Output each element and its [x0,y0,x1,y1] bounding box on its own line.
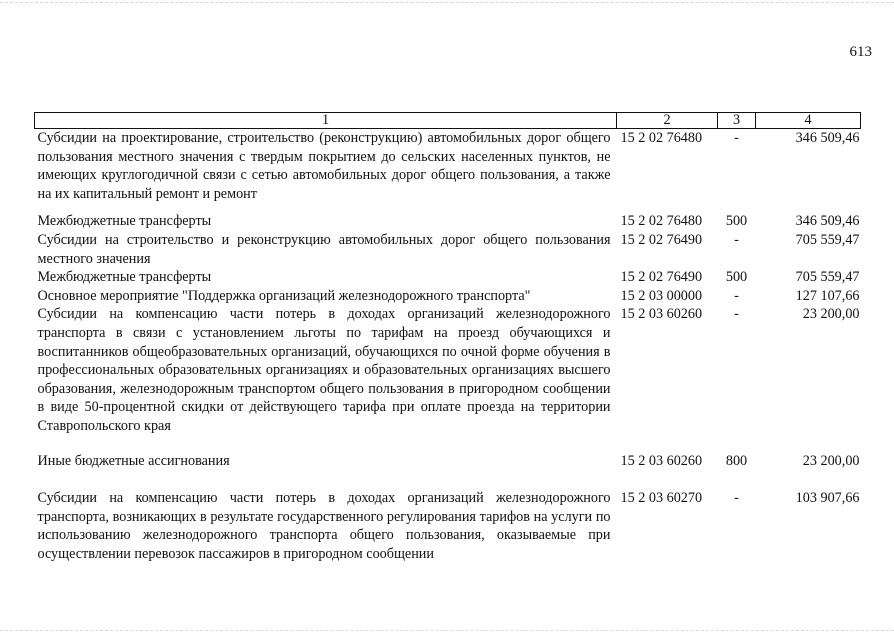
header-col-3: 3 [718,113,756,129]
table-row [35,268,861,287]
row-type: 500 [725,213,748,230]
row-name: Межбюджетные трансферты [37,269,212,286]
row-type: 500 [725,269,748,286]
header-col-4: 4 [756,113,861,129]
row-amount: 346 509,46 [795,213,860,230]
row-amount: 705 559,47 [795,269,860,286]
row-code: 15 2 02 76480 [620,213,703,230]
table-row [35,452,861,490]
row-type: - [734,130,739,146]
table-row [35,212,861,231]
row-code: 15 2 02 76490 [620,269,703,286]
page-number: 613 [849,44,872,60]
table-row [35,305,861,451]
row-name: Иные бюджетные ассигнования [37,452,230,469]
row-type: - [734,287,739,304]
row-name: Субсидии на компенсацию части потерь в доходах организаций железнодорожного транспорта в связи с установлением льготы по тарифам на проезд обучающихся и воспитанников общеобразовательных организаций, обучающихся по очной форме обучения в профессиональных образовательных организациях и образовательных организациях высшего образования, железнодорожным транспортом общего пользования в пригородном сообщении в виде 50-процентной скидки от действующего тарифа при оплате проезда на территории Ставропольского края [37,306,611,434]
row-name: Субсидии на компенсацию части потерь в доходах организаций железнодорожного транспорта, возникающих в результате государственного регулирования тарифов на услуги по использованию железнодорожного транспорта общего пользования, оказываемые при осуществлении перевозок пассажиров в пригородном сообщении [37,490,611,562]
row-code: 15 2 03 60260 [620,306,703,323]
table-row [35,489,861,563]
row-code: 15 2 02 76490 [620,231,703,248]
row-name: Субсидии на строительство и реконструкцию автомобильных дорог общего пользования местного значения [37,231,611,267]
table-row [35,287,861,306]
row-code: 15 2 03 60270 [620,490,703,507]
row-name: Межбюджетные трансферты [37,213,212,230]
table-header [35,113,861,129]
row-type: 800 [725,452,748,469]
row-code: 15 2 03 00000 [620,287,703,304]
table-body [35,129,861,564]
row-type: - [734,306,739,323]
row-type: - [734,490,739,507]
scan-edge-top [0,2,894,3]
row-code: 15 2 03 60260 [620,452,703,469]
row-amount: 23 200,00 [802,306,860,323]
budget-table [34,112,861,563]
row-amount: 103 907,66 [795,490,860,507]
table-row [35,129,861,213]
header-row [35,113,861,129]
row-name: Основное мероприятие "Поддержка организаций железнодорожного транспорта" [37,287,531,304]
header-col-1: 1 [35,113,617,129]
row-amount: 127 107,66 [795,287,860,304]
scan-edge-bottom [0,630,894,631]
row-name: Субсидии на проектирование, строительство (реконструкцию) автомобильных дорог общего пользования местного значения с твердым покрытием до сельских населенных пунктов, не имеющих круглогодичной связи с сетью автомобильных дорог общего пользования, а также на их капитальный ремонт и ремонт [37,130,611,202]
row-type: - [734,231,739,248]
row-code: 15 2 02 76480 [620,130,703,146]
row-amount: 23 200,00 [802,452,860,469]
header-col-2: 2 [617,113,718,129]
row-amount: 705 559,47 [795,231,860,248]
table-row [35,231,861,268]
row-amount: 346 509,46 [795,130,860,146]
